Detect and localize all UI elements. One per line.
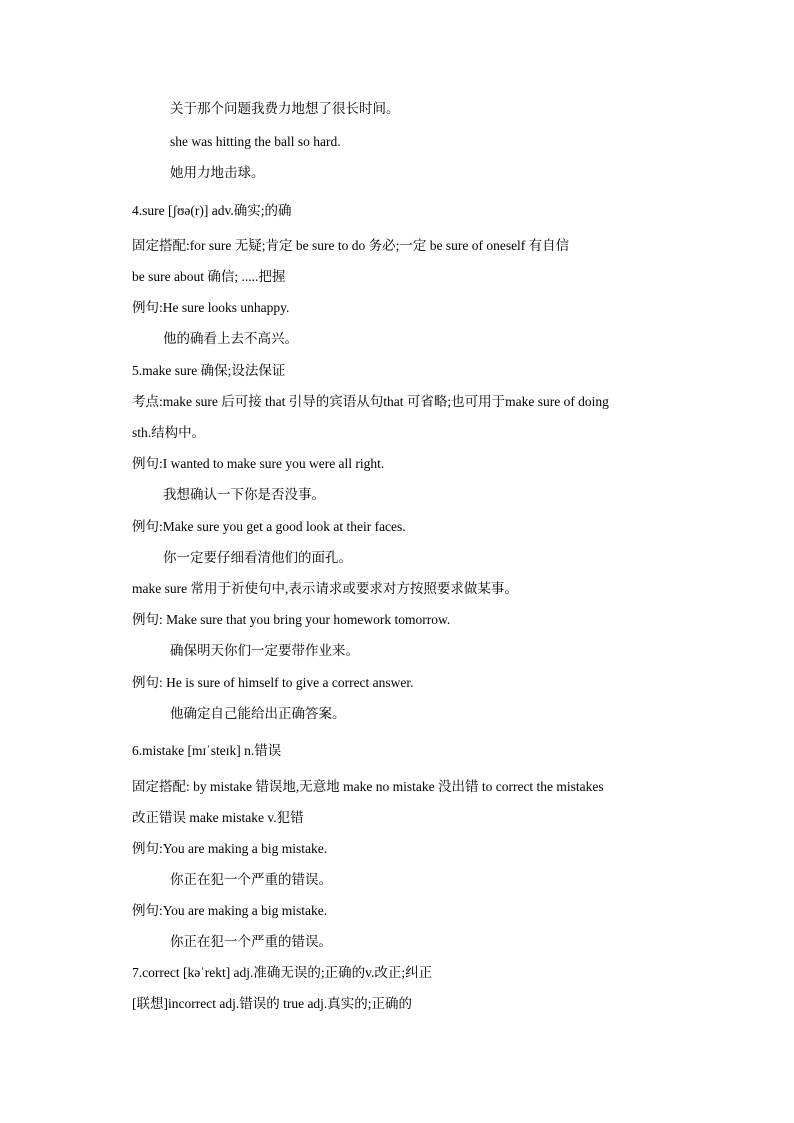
example-line: she was hitting the ball so hard. [170,134,341,149]
example-line: 例句:You are making a big mistake. [132,841,328,856]
translation-line: 他的确看上去不高兴。 [163,331,298,346]
key-point-line: sth.结构中。 [132,425,206,440]
entry-heading-mistake: 6.mistake [mɪˈsteɪk] n.错误 [132,743,282,758]
translation-line: 她用力地击球。 [170,165,265,180]
translation-line: 你一定要仔细看清他们的面孔。 [163,550,352,565]
collocations-line: 固定搭配:for sure 无疑;肯定 be sure to do 务必;一定 be sure of oneself 有自信 [132,238,570,253]
translation-line: 确保明天你们一定要带作业来。 [170,643,359,658]
example-line: 例句:I wanted to make sure you were all right. [132,456,385,471]
example-line: 例句: Make sure that you bring your homework tomorrow. [132,612,451,627]
example-line: 例句: He is sure of himself to give a correct answer. [132,675,414,690]
collocations-line: 固定搭配: by mistake 错误地,无意地 make no mistake 没出错 to correct the mistakes [132,779,604,794]
example-line: 例句:You are making a big mistake. [132,903,328,918]
translation-line: 你正在犯一个严重的错误。 [170,934,332,949]
example-line: 例句:He sure looks unhappy. [132,300,290,315]
collocations-line: 改正错误 make mistake v.犯错 [132,810,304,825]
key-point-line: 考点:make sure 后可接 that 引导的宾语从句that 可省略;也可用于make sure of doing [132,394,609,409]
translation-line: 你正在犯一个严重的错误。 [170,872,332,887]
example-line: 例句:Make sure you get a good look at their faces. [132,519,406,534]
usage-note-line: make sure 常用于祈使句中,表示请求或要求对方按照要求做某事。 [132,581,518,596]
translation-line: 他确定自己能给出正确答案。 [170,706,346,721]
entry-heading-correct: 7.correct [kəˈrekt] adj.准确无误的;正确的v.改正;纠正 [132,965,433,980]
entry-heading-make-sure: 5.make sure 确保;设法保证 [132,363,286,378]
collocations-line: be sure about 确信; .....把握 [132,269,286,284]
association-line: [联想]incorrect adj.错误的 true adj.真实的;正确的 [132,996,413,1011]
translation-line: 关于那个问题我费力地想了很长时间。 [170,101,400,116]
entry-heading-sure: 4.sure [ʃʊə(r)] adv.确实;的确 [132,203,292,218]
translation-line: 我想确认一下你是否没事。 [163,487,325,502]
